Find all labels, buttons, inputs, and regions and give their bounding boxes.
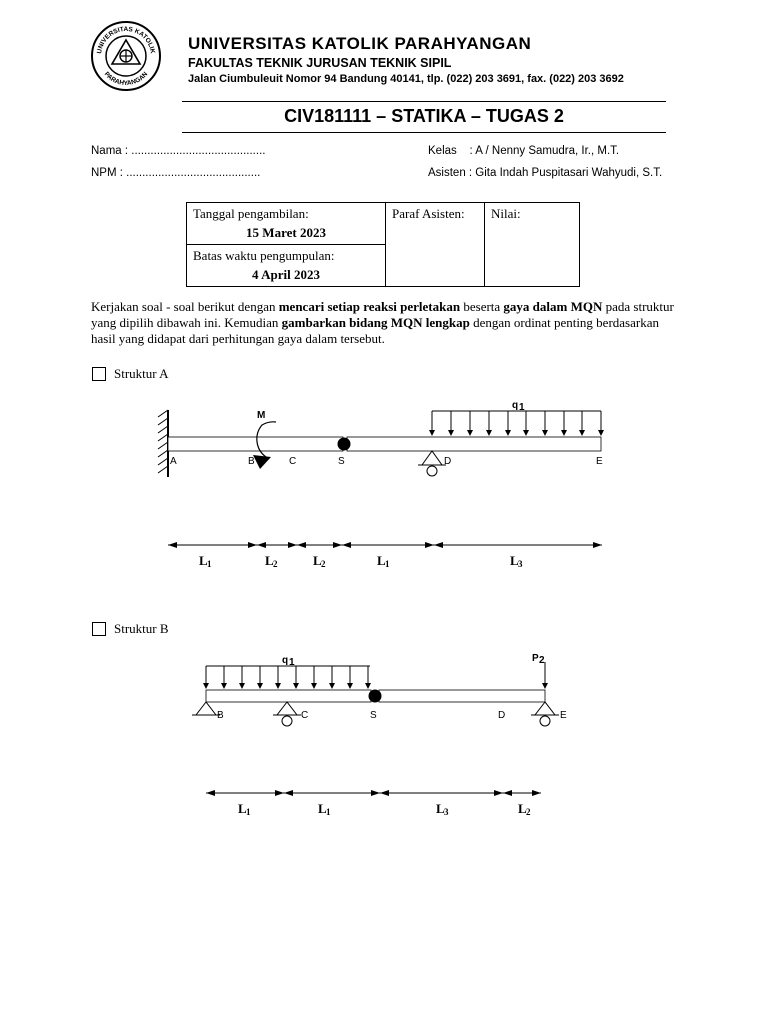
span-label: L <box>510 553 519 568</box>
struktur-a-diagram <box>150 395 620 580</box>
distributed-load-q1 <box>206 666 370 688</box>
hinge-s <box>338 438 351 451</box>
span-label: L <box>318 801 327 816</box>
instruction-bold: gambarkan bidang MQN lengkap <box>281 315 470 330</box>
span-label: L <box>313 553 322 568</box>
span-sub: 2 <box>273 559 278 569</box>
beam-segment-bs <box>206 690 371 702</box>
span-sub: 2 <box>321 559 326 569</box>
paraf-label: Paraf Asisten: <box>392 206 465 221</box>
instruction-part: Kerjakan soal - soal berikut dengan <box>91 299 279 314</box>
point-label-e: E <box>560 710 567 721</box>
header-rule-bottom <box>182 132 666 133</box>
point-label-s: S <box>370 710 377 721</box>
load-label-q: q <box>282 655 289 666</box>
beam-segment-as <box>168 437 343 451</box>
instruction-bold: mencari setiap reaksi perletakan <box>278 299 461 314</box>
university-logo <box>90 20 162 92</box>
span-label: L <box>518 801 527 816</box>
beam-segment-se <box>347 437 601 451</box>
load-label-q: q <box>512 400 519 411</box>
span-sub: 1 <box>246 807 251 817</box>
nama-field[interactable]: Nama : .......................................... <box>91 145 266 157</box>
point-label-s: S <box>338 456 345 467</box>
span-sub: 2 <box>526 807 531 817</box>
point-label-d: D <box>444 456 452 467</box>
load-label-sub: 1 <box>289 657 295 668</box>
span-sub: 1 <box>385 559 390 569</box>
assignment-title: CIV181111 – STATIKA – TUGAS 2 <box>284 106 564 126</box>
point-load-sub: 2 <box>539 655 545 666</box>
university-address: Jalan Ciumbuleuit Nomor 94 Bandung 40141, tlp. (022) 203 3691, fax. (022) 203 3692 <box>188 73 624 85</box>
npm-field[interactable]: NPM : .......................................... <box>91 167 261 179</box>
struktur-b-checkbox[interactable] <box>92 622 106 636</box>
span-sub: 3 <box>518 559 523 569</box>
dimension-line-b <box>206 790 541 796</box>
instruction-part: pada struktur yang dipilih dibawah ini. Kemudian <box>91 299 674 330</box>
roller-support-c <box>273 702 301 726</box>
struktur-a-checkbox[interactable] <box>92 367 106 381</box>
instruction-bold: gaya dalam MQN <box>503 299 603 314</box>
svg-text:PARAHYANGAN: PARAHYANGAN <box>102 70 150 88</box>
load-label-sub: 1 <box>519 402 525 413</box>
paraf-cell[interactable] <box>386 203 485 287</box>
roller-support-e <box>531 702 559 726</box>
instruction-text <box>91 299 681 347</box>
nilai-cell[interactable] <box>485 203 580 287</box>
batas-label: Batas waktu pengumpulan: <box>193 248 335 263</box>
university-name: UNIVERSITAS KATOLIK PARAHYANGAN <box>188 34 532 53</box>
point-label-b: B <box>248 456 255 467</box>
struktur-b-diagram <box>190 648 580 828</box>
span-label: L <box>436 801 445 816</box>
instruction-part: beserta <box>460 299 504 314</box>
faculty-name: FAKULTAS TEKNIK JURUSAN TEKNIK SIPIL <box>188 56 452 70</box>
tanggal-cell <box>187 203 386 245</box>
point-label-a: A <box>170 456 177 467</box>
tanggal-label: Tanggal pengambilan: <box>193 206 309 221</box>
point-load-label: P <box>532 653 539 664</box>
span-label: L <box>238 801 247 816</box>
batas-cell <box>187 245 386 287</box>
span-label: L <box>199 553 208 568</box>
struktur-a-label: Struktur A <box>114 366 169 381</box>
point-label-d: D <box>498 710 506 721</box>
struktur-b-label: Struktur B <box>114 621 169 636</box>
hinge-s <box>369 690 382 703</box>
nilai-label: Nilai: <box>491 206 521 221</box>
point-label-c: C <box>289 456 297 467</box>
fixed-support-a <box>158 410 168 477</box>
span-sub: 1 <box>326 807 331 817</box>
point-label-e: E <box>596 456 603 467</box>
submission-table <box>186 202 580 287</box>
beam-segment-se <box>379 690 545 702</box>
university-seal-icon <box>90 20 162 92</box>
tanggal-value: 15 Maret 2023 <box>246 225 326 240</box>
asisten-info: Asisten : Gita Indah Puspitasari Wahyudi, S.T. <box>428 167 663 179</box>
pin-support-d <box>418 451 446 476</box>
span-sub: 3 <box>444 807 449 817</box>
dimension-line-a <box>168 542 602 548</box>
distributed-load-q1 <box>432 411 601 435</box>
point-label-c: C <box>301 710 309 721</box>
point-label-b: B <box>217 710 224 721</box>
svg-text:UNIVERSITAS KATOLIK: UNIVERSITAS KATOLIK <box>96 25 156 55</box>
instruction-part: dengan ordinat penting berdasarkan hasil yang didapat dari perhitungan gaya dalam tersebut. <box>91 315 659 346</box>
span-sub: 1 <box>207 559 212 569</box>
moment-label: M <box>257 410 266 421</box>
header-rule-top <box>182 101 666 102</box>
span-label: L <box>265 553 274 568</box>
span-label: L <box>377 553 386 568</box>
batas-value: 4 April 2023 <box>252 267 320 282</box>
pin-support-b <box>192 702 220 715</box>
kelas-info: Kelas : A / Nenny Samudra, Ir., M.T. <box>428 145 620 157</box>
moment-arrowhead <box>253 455 271 469</box>
